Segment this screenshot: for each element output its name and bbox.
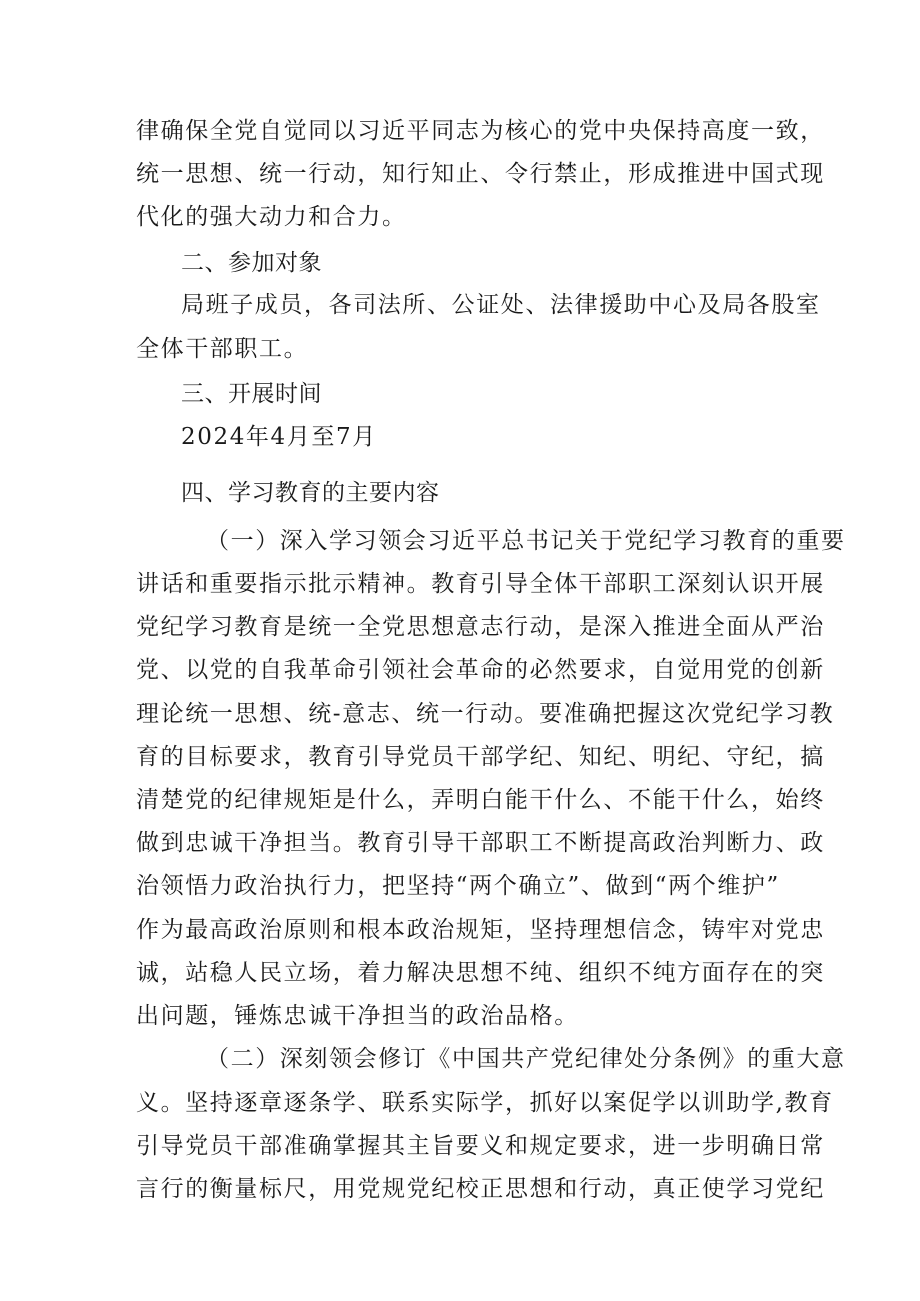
section-2-line-1: 局班子成员，各司法所、公证处、法律援助中心及局各股室 <box>181 292 821 318</box>
item-1-line-10: 作为最高政治原则和根本政治规矩，坚持理想信念，铸牢对党忠 <box>136 917 825 943</box>
section-4-heading: 四、学习教育的主要内容 <box>181 480 440 506</box>
section-2-line-2: 全体干部职工。 <box>136 336 309 362</box>
item-1-line-5: 理论统一思想、统-意志、统一行动。要准确把握这次党纪学习教 <box>136 701 835 727</box>
section-2-heading: 二、参加对象 <box>181 250 322 276</box>
item-1-line-4: 党、以党的自我革命引领社会革命的必然要求，自觉用党的创新 <box>136 657 825 683</box>
item-1-line-8: 做到忠诚干净担当。教育引导干部职工不断提高政治判断力、政 <box>136 830 825 856</box>
item-2-line-4: 言行的衡量标尺，用党规党纪校正思想和行动，真正使学习党纪 <box>136 1176 825 1202</box>
intro-line-3: 代化的强大动力和合力。 <box>136 204 407 230</box>
item-1-line-11: 诚，站稳人民立场，着力解决思想不纯、组织不纯方面存在的突 <box>136 960 825 986</box>
section-3-line-1: 2024年4月至7月 <box>181 424 377 450</box>
item-1-line-9: 治领悟力政治执行力，把坚持“两个确立”、做到“两个维护” <box>136 873 780 899</box>
item-1-line-2: 讲话和重要指示批示精神。教育引导全体干部职工深刻认识开展 <box>136 571 825 597</box>
item-2-line-2: 义。坚持逐章逐条学、联系实际学，抓好以案促学以训助学,教育 <box>136 1090 834 1116</box>
item-2-line-1: （二）深刻领会修订《中国共产党纪律处分条例》的重大意 <box>206 1046 846 1072</box>
intro-line-1: 律确保全党自觉同以习近平同志为核心的党中央保持高度一致， <box>136 118 825 144</box>
item-2-line-3: 引导党员干部准确掌握其主旨要义和规定要求，进一步明确日常 <box>136 1133 825 1159</box>
item-1-line-6: 育的目标要求，教育引导党员干部学纪、知纪、明纪、守纪，搞 <box>136 744 825 770</box>
item-1-line-1: （一）深入学习领会习近平总书记关于党纪学习教育的重要 <box>206 528 846 554</box>
item-1-line-7: 清楚党的纪律规矩是什么，弄明白能干什么、不能干什么，始终 <box>136 787 825 813</box>
section-3-heading: 三、开展时间 <box>181 381 322 407</box>
item-1-line-12: 出问题，锤炼忠诚干净担当的政治品格。 <box>136 1003 579 1029</box>
intro-line-2: 统一思想、统一行动，知行知止、令行禁止，形成推进中国式现 <box>136 161 825 187</box>
item-1-line-3: 党纪学习教育是统一全党思想意志行动，是深入推进全面从严治 <box>136 614 825 640</box>
